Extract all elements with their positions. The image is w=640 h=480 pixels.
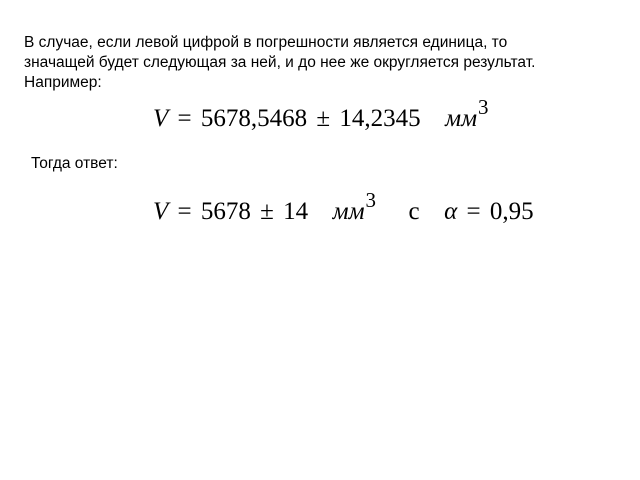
paragraph-line-2: значащей будет следующая за ней, и до нее же округляется результат. <box>24 54 536 71</box>
paragraph-line-3: Например: <box>24 74 102 91</box>
formula-error: 14,2345 <box>339 105 421 132</box>
formula-equals: = <box>177 105 192 132</box>
confidence-value: 0,95 <box>489 198 534 225</box>
answer-value: 5678 <box>200 198 251 225</box>
formula-plus-minus: ± <box>316 105 331 132</box>
confidence-equals: = <box>466 198 481 225</box>
formula-unit-exponent: 3 <box>478 95 489 119</box>
answer-variable: V <box>153 198 169 225</box>
answer-with-word: с <box>408 198 420 225</box>
answer-error: 14 <box>283 198 309 225</box>
example-formula <box>153 95 489 134</box>
answer-formula <box>153 188 534 227</box>
formula-value: 5678,5468 <box>200 105 308 132</box>
explanation-paragraph <box>24 33 624 93</box>
formula-unit: мм <box>445 105 478 132</box>
answer-unit: мм <box>332 198 365 225</box>
alpha-symbol: α <box>444 198 458 225</box>
answer-unit-exponent: 3 <box>365 188 377 212</box>
formula-variable: V <box>153 105 169 132</box>
answer-equals: = <box>177 198 192 225</box>
paragraph-line-1: В случае, если левой цифрой в погрешности является единица, то <box>24 34 508 51</box>
answer-plus-minus: ± <box>260 198 274 225</box>
answer-label: Тогда ответ: <box>31 155 118 172</box>
